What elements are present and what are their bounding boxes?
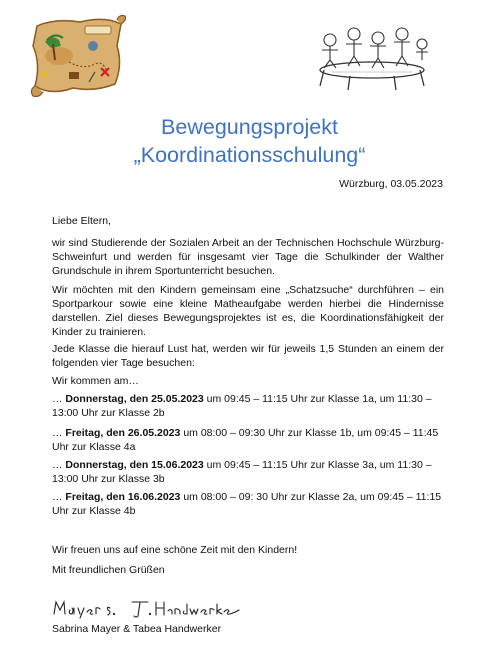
schedule-times: um 08:00 – 09: 30 Uhr zur Klasse 2a, um 09:45 – 11:15 Uhr zur Klasse 4b [52, 491, 442, 517]
treasure-map-illustration [25, 12, 130, 100]
paragraph-text: Wir möchten mit den Kindern gemeinsam eine „Schatzsuche“ durchführen – ein Sportparkour sowie eine kleine Matheaufgabe werden hierbei die Hindernisse darstellen. Ziel dieses Bewegungsprojektes ist es, die Koordinationsfähigkeit der Kinder zu trainieren. [52, 284, 444, 338]
handwritten-signature [50, 598, 240, 620]
schedule-item [52, 392, 444, 420]
place-date: Würzburg, 03.05.2023 [339, 178, 443, 190]
paragraph-intro [52, 236, 444, 278]
schedule-prefix: … [52, 393, 66, 405]
salutation: Liebe Eltern, [52, 215, 111, 227]
regards-line: Mit freundlichen Grüßen [52, 564, 165, 576]
paragraph-visits [52, 342, 444, 370]
letter-title: Bewegungsprojekt [161, 115, 338, 139]
closing-line: Wir freuen uns auf eine schöne Zeit mit den Kindern! [52, 544, 298, 556]
schedule-item [52, 426, 444, 454]
paragraph-text: Jede Klasse die hierauf Lust hat, werden wir für jeweils 1,5 Stunden an einem der folgenden vier Tage besuchen: [52, 343, 444, 369]
schedule-day: Freitag, den 16.06.2023 [65, 491, 181, 503]
schedule-times: um 09:45 – 11:15 Uhr zur Klasse 1a, um 11:30 – 13:00 Uhr zur Klasse 2b [52, 393, 432, 419]
schedule-prefix: … [52, 491, 66, 503]
schedule-day: Donnerstag, den 15.06.2023 [65, 459, 204, 471]
signature-names: Sabrina Mayer & Tabea Handwerker [52, 623, 222, 635]
paragraph-text: wir sind Studierende der Sozialen Arbeit an der Technischen Hochschule Würzburg-Schweinfurt und werden für insgesamt vier Tage die Schulkinder der Walther Grundschule in ihrem Sportunterricht besuchen. [52, 237, 444, 277]
schedule-day: Freitag, den 26.05.2023 [65, 427, 181, 439]
schedule-intro: Wir kommen am… [52, 375, 139, 387]
schedule-day: Donnerstag, den 25.05.2023 [65, 393, 204, 405]
schedule-item [52, 458, 444, 486]
schedule-prefix: … [52, 427, 66, 439]
children-trampoline-illustration [310, 20, 435, 92]
letter-subtitle: „Koordinationsschulung“ [133, 143, 366, 167]
schedule-item [52, 490, 444, 518]
schedule-prefix: … [52, 459, 66, 471]
schedule-times: um 08:00 – 09:30 Uhr zur Klasse 1b, um 09:45 – 11:45 Uhr zur Klasse 4a [52, 427, 439, 453]
schedule-times: um 09:45 – 11:15 Uhr zur Klasse 3a, um 11:30 – 13:00 Uhr zur Klasse 3b [52, 459, 432, 485]
paragraph-project [52, 283, 444, 339]
